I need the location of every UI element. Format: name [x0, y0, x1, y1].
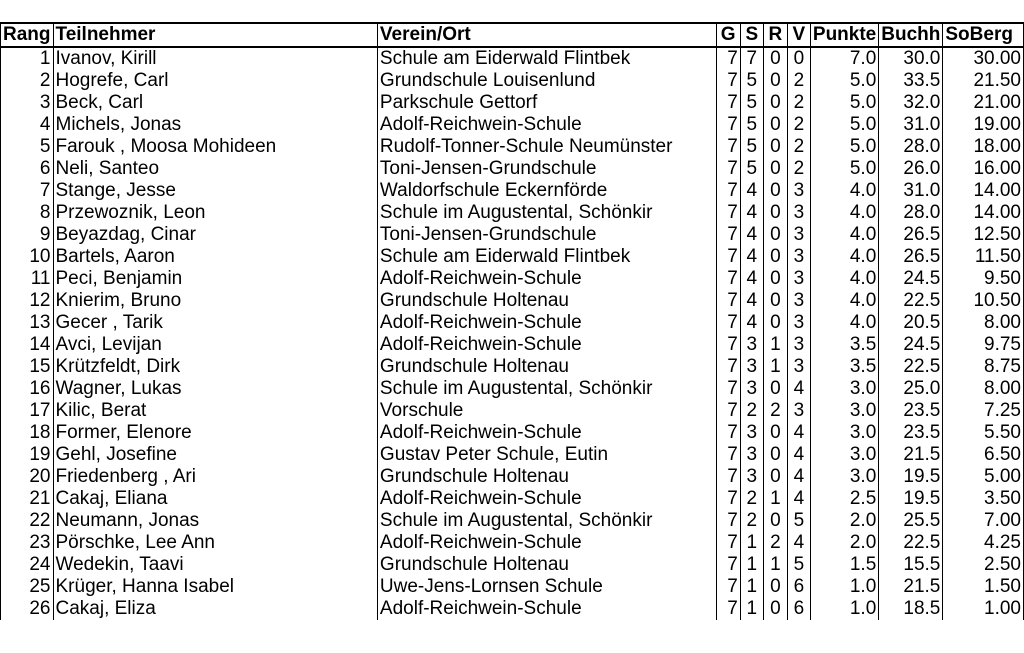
- draws-cell: 0: [763, 466, 787, 488]
- draws-cell: 2: [763, 400, 787, 422]
- losses-cell: 2: [787, 92, 810, 114]
- points-cell: 5.0: [810, 136, 878, 158]
- draws-cell: 1: [763, 554, 787, 576]
- participant-cell: Gecer , Tarik: [53, 312, 377, 334]
- games-cell: 7: [716, 444, 740, 466]
- header-wins: S: [740, 23, 763, 47]
- rank-cell: 25: [1, 576, 54, 598]
- buchholz-cell: 31.0: [879, 180, 943, 202]
- buchholz-cell: 21.5: [879, 444, 943, 466]
- wins-cell: 4: [740, 290, 763, 312]
- club-cell: Grundschule Holtenau: [377, 554, 716, 576]
- points-cell: 7.0: [810, 47, 878, 70]
- wins-cell: 5: [740, 136, 763, 158]
- rank-cell: 8: [1, 202, 54, 224]
- participant-cell: Ivanov, Kirill: [53, 47, 377, 70]
- header-draws: R: [763, 23, 787, 47]
- draws-cell: 0: [763, 246, 787, 268]
- buchholz-cell: 18.5: [879, 598, 943, 620]
- wins-cell: 5: [740, 158, 763, 180]
- table-row: [1, 554, 1024, 576]
- buchholz-cell: 19.5: [879, 488, 943, 510]
- sonneborn-berger-cell: 8.00: [943, 378, 1024, 400]
- participant-cell: Former, Elenore: [53, 422, 377, 444]
- club-cell: Adolf-Reichwein-Schule: [377, 488, 716, 510]
- wins-cell: 2: [740, 510, 763, 532]
- games-cell: 7: [716, 246, 740, 268]
- table-row: [1, 334, 1024, 356]
- club-cell: Grundschule Holtenau: [377, 356, 716, 378]
- participant-cell: Stange, Jesse: [53, 180, 377, 202]
- draws-cell: 0: [763, 158, 787, 180]
- club-cell: Grundschule Holtenau: [377, 290, 716, 312]
- sonneborn-berger-cell: 1.50: [943, 576, 1024, 598]
- sonneborn-berger-cell: 21.50: [943, 70, 1024, 92]
- points-cell: 5.0: [810, 92, 878, 114]
- header-games: G: [716, 23, 740, 47]
- rank-cell: 14: [1, 334, 54, 356]
- buchholz-cell: 25.5: [879, 510, 943, 532]
- rank-cell: 6: [1, 158, 54, 180]
- games-cell: 7: [716, 378, 740, 400]
- participant-cell: Beck, Carl: [53, 92, 377, 114]
- table-row: [1, 290, 1024, 312]
- table-row: [1, 70, 1024, 92]
- club-cell: Adolf-Reichwein-Schule: [377, 312, 716, 334]
- wins-cell: 5: [740, 92, 763, 114]
- games-cell: 7: [716, 356, 740, 378]
- buchholz-cell: 26.0: [879, 158, 943, 180]
- rank-cell: 22: [1, 510, 54, 532]
- buchholz-cell: 19.5: [879, 466, 943, 488]
- rank-cell: 11: [1, 268, 54, 290]
- points-cell: 3.0: [810, 444, 878, 466]
- losses-cell: 2: [787, 158, 810, 180]
- draws-cell: 2: [763, 532, 787, 554]
- participant-cell: Farouk , Moosa Mohideen: [53, 136, 377, 158]
- losses-cell: 3: [787, 312, 810, 334]
- games-cell: 7: [716, 554, 740, 576]
- wins-cell: 1: [740, 554, 763, 576]
- losses-cell: 6: [787, 576, 810, 598]
- buchholz-cell: 31.0: [879, 114, 943, 136]
- games-cell: 7: [716, 180, 740, 202]
- points-cell: 3.0: [810, 378, 878, 400]
- table-row: [1, 356, 1024, 378]
- sonneborn-berger-cell: 10.50: [943, 290, 1024, 312]
- table-row: [1, 114, 1024, 136]
- participant-cell: Peci, Benjamin: [53, 268, 377, 290]
- participant-cell: Przewoznik, Leon: [53, 202, 377, 224]
- points-cell: 5.0: [810, 114, 878, 136]
- losses-cell: 3: [787, 224, 810, 246]
- losses-cell: 5: [787, 554, 810, 576]
- games-cell: 7: [716, 202, 740, 224]
- wins-cell: 5: [740, 70, 763, 92]
- table-row: [1, 422, 1024, 444]
- rank-cell: 15: [1, 356, 54, 378]
- table-row: [1, 92, 1024, 114]
- sonneborn-berger-cell: 6.50: [943, 444, 1024, 466]
- losses-cell: 3: [787, 400, 810, 422]
- header-participant: Teilnehmer: [53, 23, 377, 47]
- sonneborn-berger-cell: 4.25: [943, 532, 1024, 554]
- sonneborn-berger-cell: 14.00: [943, 202, 1024, 224]
- club-cell: Toni-Jensen-Grundschule: [377, 224, 716, 246]
- games-cell: 7: [716, 47, 740, 70]
- club-cell: Adolf-Reichwein-Schule: [377, 422, 716, 444]
- rank-cell: 20: [1, 466, 54, 488]
- rank-cell: 17: [1, 400, 54, 422]
- participant-cell: Bartels, Aaron: [53, 246, 377, 268]
- wins-cell: 1: [740, 532, 763, 554]
- rank-cell: 23: [1, 532, 54, 554]
- club-cell: Adolf-Reichwein-Schule: [377, 532, 716, 554]
- table-row: [1, 246, 1024, 268]
- participant-cell: Pörschke, Lee Ann: [53, 532, 377, 554]
- participant-cell: Wagner, Lukas: [53, 378, 377, 400]
- club-cell: Waldorfschule Eckernförde: [377, 180, 716, 202]
- wins-cell: 5: [740, 114, 763, 136]
- games-cell: 7: [716, 114, 740, 136]
- header-rank: Rang: [1, 23, 54, 47]
- buchholz-cell: 26.5: [879, 246, 943, 268]
- games-cell: 7: [716, 268, 740, 290]
- table-row: [1, 224, 1024, 246]
- sonneborn-berger-cell: 7.25: [943, 400, 1024, 422]
- games-cell: 7: [716, 158, 740, 180]
- draws-cell: 1: [763, 334, 787, 356]
- participant-cell: Beyazdag, Cinar: [53, 224, 377, 246]
- losses-cell: 3: [787, 290, 810, 312]
- draws-cell: 0: [763, 47, 787, 70]
- draws-cell: 0: [763, 290, 787, 312]
- points-cell: 1.5: [810, 554, 878, 576]
- standings-table: [0, 22, 1024, 620]
- club-cell: Parkschule Gettorf: [377, 92, 716, 114]
- rank-cell: 3: [1, 92, 54, 114]
- sonneborn-berger-cell: 11.50: [943, 246, 1024, 268]
- participant-cell: Krützfeldt, Dirk: [53, 356, 377, 378]
- buchholz-cell: 33.5: [879, 70, 943, 92]
- points-cell: 4.0: [810, 268, 878, 290]
- draws-cell: 0: [763, 114, 787, 136]
- sonneborn-berger-cell: 9.75: [943, 334, 1024, 356]
- draws-cell: 0: [763, 92, 787, 114]
- table-row: [1, 488, 1024, 510]
- rank-cell: 16: [1, 378, 54, 400]
- wins-cell: 4: [740, 312, 763, 334]
- points-cell: 4.0: [810, 246, 878, 268]
- rank-cell: 18: [1, 422, 54, 444]
- points-cell: 2.5: [810, 488, 878, 510]
- points-cell: 4.0: [810, 180, 878, 202]
- losses-cell: 4: [787, 466, 810, 488]
- points-cell: 4.0: [810, 202, 878, 224]
- buchholz-cell: 22.5: [879, 356, 943, 378]
- header-buchholz: Buchh: [879, 23, 943, 47]
- buchholz-cell: 23.5: [879, 400, 943, 422]
- points-cell: 2.0: [810, 510, 878, 532]
- wins-cell: 4: [740, 202, 763, 224]
- losses-cell: 4: [787, 444, 810, 466]
- draws-cell: 0: [763, 510, 787, 532]
- points-cell: 5.0: [810, 158, 878, 180]
- participant-cell: Friedenberg , Ari: [53, 466, 377, 488]
- points-cell: 3.0: [810, 422, 878, 444]
- participant-cell: Kilic, Berat: [53, 400, 377, 422]
- header-row: [1, 23, 1024, 47]
- club-cell: Schule im Augustental, Schönkir: [377, 202, 716, 224]
- games-cell: 7: [716, 422, 740, 444]
- club-cell: Adolf-Reichwein-Schule: [377, 268, 716, 290]
- losses-cell: 3: [787, 334, 810, 356]
- draws-cell: 0: [763, 576, 787, 598]
- points-cell: 4.0: [810, 290, 878, 312]
- games-cell: 7: [716, 92, 740, 114]
- sonneborn-berger-cell: 1.00: [943, 598, 1024, 620]
- table-row: [1, 180, 1024, 202]
- buchholz-cell: 28.0: [879, 202, 943, 224]
- rank-cell: 19: [1, 444, 54, 466]
- draws-cell: 0: [763, 268, 787, 290]
- losses-cell: 2: [787, 114, 810, 136]
- club-cell: Grundschule Holtenau: [377, 466, 716, 488]
- wins-cell: 3: [740, 356, 763, 378]
- buchholz-cell: 32.0: [879, 92, 943, 114]
- club-cell: Grundschule Louisenlund: [377, 70, 716, 92]
- header-losses: V: [787, 23, 810, 47]
- participant-cell: Cakaj, Eliana: [53, 488, 377, 510]
- points-cell: 5.0: [810, 70, 878, 92]
- games-cell: 7: [716, 510, 740, 532]
- buchholz-cell: 28.0: [879, 136, 943, 158]
- wins-cell: 4: [740, 246, 763, 268]
- games-cell: 7: [716, 334, 740, 356]
- table-row: [1, 510, 1024, 532]
- losses-cell: 3: [787, 356, 810, 378]
- buchholz-cell: 25.0: [879, 378, 943, 400]
- buchholz-cell: 24.5: [879, 268, 943, 290]
- table-row: [1, 400, 1024, 422]
- participant-cell: Krüger, Hanna Isabel: [53, 576, 377, 598]
- wins-cell: 4: [740, 224, 763, 246]
- points-cell: 4.0: [810, 312, 878, 334]
- losses-cell: 5: [787, 510, 810, 532]
- points-cell: 4.0: [810, 224, 878, 246]
- table-row: [1, 466, 1024, 488]
- losses-cell: 2: [787, 70, 810, 92]
- draws-cell: 0: [763, 202, 787, 224]
- draws-cell: 0: [763, 378, 787, 400]
- games-cell: 7: [716, 136, 740, 158]
- draws-cell: 0: [763, 598, 787, 620]
- games-cell: 7: [716, 400, 740, 422]
- table-row: [1, 158, 1024, 180]
- rank-cell: 1: [1, 47, 54, 70]
- draws-cell: 1: [763, 356, 787, 378]
- buchholz-cell: 24.5: [879, 334, 943, 356]
- sonneborn-berger-cell: 8.00: [943, 312, 1024, 334]
- wins-cell: 3: [740, 422, 763, 444]
- losses-cell: 3: [787, 180, 810, 202]
- rank-cell: 7: [1, 180, 54, 202]
- sonneborn-berger-cell: 7.00: [943, 510, 1024, 532]
- buchholz-cell: 15.5: [879, 554, 943, 576]
- wins-cell: 3: [740, 466, 763, 488]
- table-row: [1, 202, 1024, 224]
- games-cell: 7: [716, 598, 740, 620]
- games-cell: 7: [716, 532, 740, 554]
- points-cell: 3.0: [810, 466, 878, 488]
- participant-cell: Knierim, Bruno: [53, 290, 377, 312]
- header-sonneborn-berger: SoBerg: [943, 23, 1024, 47]
- sonneborn-berger-cell: 12.50: [943, 224, 1024, 246]
- games-cell: 7: [716, 488, 740, 510]
- games-cell: 7: [716, 70, 740, 92]
- participant-cell: Neli, Santeo: [53, 158, 377, 180]
- participant-cell: Hogrefe, Carl: [53, 70, 377, 92]
- wins-cell: 3: [740, 444, 763, 466]
- sonneborn-berger-cell: 5.50: [943, 422, 1024, 444]
- games-cell: 7: [716, 466, 740, 488]
- wins-cell: 1: [740, 598, 763, 620]
- losses-cell: 0: [787, 47, 810, 70]
- draws-cell: 0: [763, 136, 787, 158]
- participant-cell: Wedekin, Taavi: [53, 554, 377, 576]
- losses-cell: 3: [787, 268, 810, 290]
- sonneborn-berger-cell: 3.50: [943, 488, 1024, 510]
- club-cell: Gustav Peter Schule, Eutin: [377, 444, 716, 466]
- wins-cell: 2: [740, 400, 763, 422]
- losses-cell: 4: [787, 422, 810, 444]
- games-cell: 7: [716, 290, 740, 312]
- rank-cell: 2: [1, 70, 54, 92]
- wins-cell: 4: [740, 268, 763, 290]
- participant-cell: Cakaj, Eliza: [53, 598, 377, 620]
- sonneborn-berger-cell: 19.00: [943, 114, 1024, 136]
- buchholz-cell: 21.5: [879, 576, 943, 598]
- club-cell: Schule im Augustental, Schönkir: [377, 378, 716, 400]
- points-cell: 2.0: [810, 532, 878, 554]
- games-cell: 7: [716, 576, 740, 598]
- table-row: [1, 312, 1024, 334]
- points-cell: 3.0: [810, 400, 878, 422]
- table-row: [1, 444, 1024, 466]
- club-cell: Rudolf-Tonner-Schule Neumünster: [377, 136, 716, 158]
- club-cell: Adolf-Reichwein-Schule: [377, 114, 716, 136]
- sonneborn-berger-cell: 21.00: [943, 92, 1024, 114]
- rank-cell: 12: [1, 290, 54, 312]
- buchholz-cell: 30.0: [879, 47, 943, 70]
- participant-cell: Gehl, Josefine: [53, 444, 377, 466]
- table-row: [1, 598, 1024, 620]
- rank-cell: 10: [1, 246, 54, 268]
- participant-cell: Avci, Levijan: [53, 334, 377, 356]
- games-cell: 7: [716, 312, 740, 334]
- club-cell: Schule am Eiderwald Flintbek: [377, 47, 716, 70]
- wins-cell: 4: [740, 180, 763, 202]
- wins-cell: 1: [740, 576, 763, 598]
- losses-cell: 3: [787, 202, 810, 224]
- rank-cell: 9: [1, 224, 54, 246]
- points-cell: 1.0: [810, 598, 878, 620]
- draws-cell: 0: [763, 224, 787, 246]
- sonneborn-berger-cell: 2.50: [943, 554, 1024, 576]
- wins-cell: 3: [740, 334, 763, 356]
- losses-cell: 4: [787, 378, 810, 400]
- sonneborn-berger-cell: 30.00: [943, 47, 1024, 70]
- rank-cell: 21: [1, 488, 54, 510]
- header-points: Punkte: [810, 23, 878, 47]
- table-row: [1, 47, 1024, 70]
- table-row: [1, 378, 1024, 400]
- club-cell: Adolf-Reichwein-Schule: [377, 598, 716, 620]
- buchholz-cell: 26.5: [879, 224, 943, 246]
- buchholz-cell: 22.5: [879, 532, 943, 554]
- sonneborn-berger-cell: 14.00: [943, 180, 1024, 202]
- losses-cell: 3: [787, 246, 810, 268]
- sonneborn-berger-cell: 16.00: [943, 158, 1024, 180]
- table-row: [1, 136, 1024, 158]
- draws-cell: 0: [763, 312, 787, 334]
- sonneborn-berger-cell: 9.50: [943, 268, 1024, 290]
- table-row: [1, 268, 1024, 290]
- points-cell: 3.5: [810, 334, 878, 356]
- club-cell: Adolf-Reichwein-Schule: [377, 334, 716, 356]
- wins-cell: 2: [740, 488, 763, 510]
- losses-cell: 4: [787, 488, 810, 510]
- draws-cell: 0: [763, 444, 787, 466]
- sonneborn-berger-cell: 18.00: [943, 136, 1024, 158]
- games-cell: 7: [716, 224, 740, 246]
- draws-cell: 0: [763, 70, 787, 92]
- rank-cell: 4: [1, 114, 54, 136]
- losses-cell: 4: [787, 532, 810, 554]
- participant-cell: Michels, Jonas: [53, 114, 377, 136]
- sonneborn-berger-cell: 8.75: [943, 356, 1024, 378]
- draws-cell: 0: [763, 422, 787, 444]
- buchholz-cell: 20.5: [879, 312, 943, 334]
- table-row: [1, 532, 1024, 554]
- rank-cell: 24: [1, 554, 54, 576]
- header-club: Verein/Ort: [377, 23, 716, 47]
- rank-cell: 5: [1, 136, 54, 158]
- club-cell: Schule am Eiderwald Flintbek: [377, 246, 716, 268]
- draws-cell: 1: [763, 488, 787, 510]
- wins-cell: 3: [740, 378, 763, 400]
- buchholz-cell: 22.5: [879, 290, 943, 312]
- draws-cell: 0: [763, 180, 787, 202]
- wins-cell: 7: [740, 47, 763, 70]
- sonneborn-berger-cell: 5.00: [943, 466, 1024, 488]
- points-cell: 3.5: [810, 356, 878, 378]
- club-cell: Uwe-Jens-Lornsen Schule: [377, 576, 716, 598]
- club-cell: Vorschule: [377, 400, 716, 422]
- club-cell: Schule im Augustental, Schönkir: [377, 510, 716, 532]
- rank-cell: 26: [1, 598, 54, 620]
- rank-cell: 13: [1, 312, 54, 334]
- points-cell: 1.0: [810, 576, 878, 598]
- buchholz-cell: 23.5: [879, 422, 943, 444]
- losses-cell: 6: [787, 598, 810, 620]
- participant-cell: Neumann, Jonas: [53, 510, 377, 532]
- losses-cell: 2: [787, 136, 810, 158]
- table-row: [1, 576, 1024, 598]
- club-cell: Toni-Jensen-Grundschule: [377, 158, 716, 180]
